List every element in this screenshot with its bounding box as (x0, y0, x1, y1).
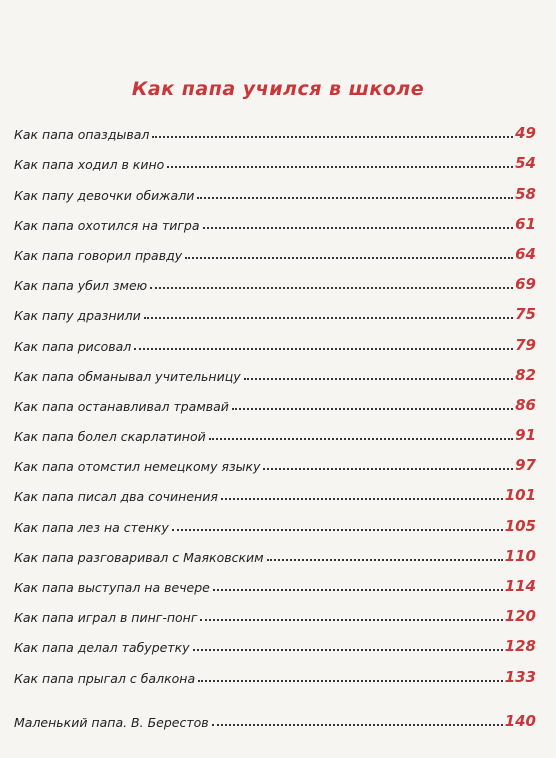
toc-page-number: 140 (504, 711, 536, 730)
toc-entry[interactable] (14, 354, 536, 384)
toc-page-number: 58 (515, 184, 536, 203)
toc-page-number: 82 (515, 365, 536, 384)
toc-entry[interactable] (14, 595, 536, 625)
toc-leader-dots (197, 197, 513, 199)
toc-page-number: 91 (515, 426, 536, 445)
toc-entry-label: Как папа обманывал учительницу (14, 368, 241, 384)
toc-leader-dots (200, 619, 502, 621)
toc-page-number: 133 (504, 667, 536, 686)
toc-leader-dots (244, 378, 514, 380)
toc-entry-label: Как папа убил змею (14, 278, 148, 294)
toc-page-number: 54 (515, 154, 536, 173)
toc-page-number: 114 (504, 577, 536, 595)
toc-page-number: 49 (515, 124, 536, 143)
toc-entry-label: Как папа писал два сочинения (14, 489, 218, 505)
toc-page-number: 105 (504, 516, 536, 535)
toc-entry-label: Как папа ходил в кино (14, 157, 165, 173)
toc-page-number: 86 (515, 395, 536, 414)
toc-entry[interactable] (14, 142, 536, 172)
toc-entry-label: Как папа играл в пинг-понг (14, 610, 198, 626)
toc-leader-dots (232, 408, 513, 410)
toc-entry-label: Маленький папа. В. Берестов (14, 714, 209, 730)
toc-page-number: 120 (504, 607, 536, 626)
toc-leader-dots (209, 438, 513, 440)
toc-page-number: 61 (515, 214, 536, 233)
toc-page-number: 69 (515, 275, 536, 294)
toc-entry[interactable] (14, 172, 536, 202)
toc-leader-dots (263, 468, 513, 470)
toc-entry-label: Как папа рисовал (14, 338, 132, 354)
toc-entry-label: Как папа опаздывал (14, 127, 150, 143)
toc-leader-dots (267, 559, 503, 561)
toc-leader-dots (193, 649, 503, 651)
toc-entry[interactable] (14, 293, 536, 323)
toc-leader-dots (144, 317, 513, 319)
toc-leader-dots (150, 287, 513, 289)
toc-entry[interactable] (14, 323, 536, 353)
toc-entry-label: Как папа выступал на вечере (14, 580, 210, 595)
toc-entry[interactable] (14, 444, 536, 474)
toc-entry[interactable] (14, 414, 536, 444)
toc-leader-dots (212, 724, 503, 726)
toc-entry[interactable] (14, 263, 536, 293)
toc-entry[interactable] (14, 233, 536, 263)
toc-page-number: 128 (504, 637, 536, 656)
toc-entry-label: Как папа разговаривал с Маяковским (14, 549, 264, 565)
toc-page-number: 64 (515, 244, 536, 263)
toc-leader-dots (213, 589, 503, 591)
toc-leader-dots (167, 166, 513, 168)
toc-entry-label: Как папу девочки обижали (14, 187, 195, 203)
toc-leader-dots (221, 498, 503, 500)
toc-entry[interactable] (14, 655, 536, 685)
toc-entry-label: Как папа говорил правду (14, 247, 183, 263)
table-of-contents (14, 112, 536, 730)
toc-page-number: 101 (504, 486, 536, 505)
toc-entry[interactable] (14, 504, 536, 534)
toc-entry-label: Как папа прыгал с балкона (14, 670, 196, 686)
toc-entry[interactable] (14, 474, 536, 504)
section-title: Как папа учился в школе (131, 78, 425, 100)
toc-entry[interactable] (14, 112, 536, 142)
toc-leader-dots (203, 227, 514, 229)
toc-entry[interactable] (14, 535, 536, 565)
toc-entry-label: Как папа болел скарлатиной (14, 429, 206, 445)
toc-entry-label: Как папу дразнили (14, 308, 141, 324)
toc-page-number: 110 (504, 546, 536, 565)
toc-page-number: 79 (515, 335, 536, 354)
toc-page-number: 75 (515, 305, 536, 324)
toc-leader-dots (152, 136, 513, 138)
toc-entry[interactable] (14, 565, 536, 595)
toc-entry[interactable] (14, 203, 536, 233)
toc-entry[interactable] (14, 384, 536, 414)
toc-leader-dots (134, 348, 513, 350)
toc-entry-label: Как папа отомстил немецкому языку (14, 459, 261, 475)
toc-entry-label: Как папа лез на стенку (14, 519, 169, 535)
toc-leader-dots (185, 257, 513, 259)
toc-entry[interactable] (14, 625, 536, 655)
toc-entry-final[interactable] (14, 700, 536, 730)
toc-entry-label: Как папа останавливал трамвай (14, 398, 229, 414)
toc-entry-label: Как папа охотился на тигра (14, 217, 200, 233)
toc-leader-dots (172, 529, 503, 531)
toc-page-number: 97 (515, 456, 536, 475)
toc-entry-label: Как папа делал табуретку (14, 640, 190, 656)
toc-leader-dots (198, 680, 503, 682)
